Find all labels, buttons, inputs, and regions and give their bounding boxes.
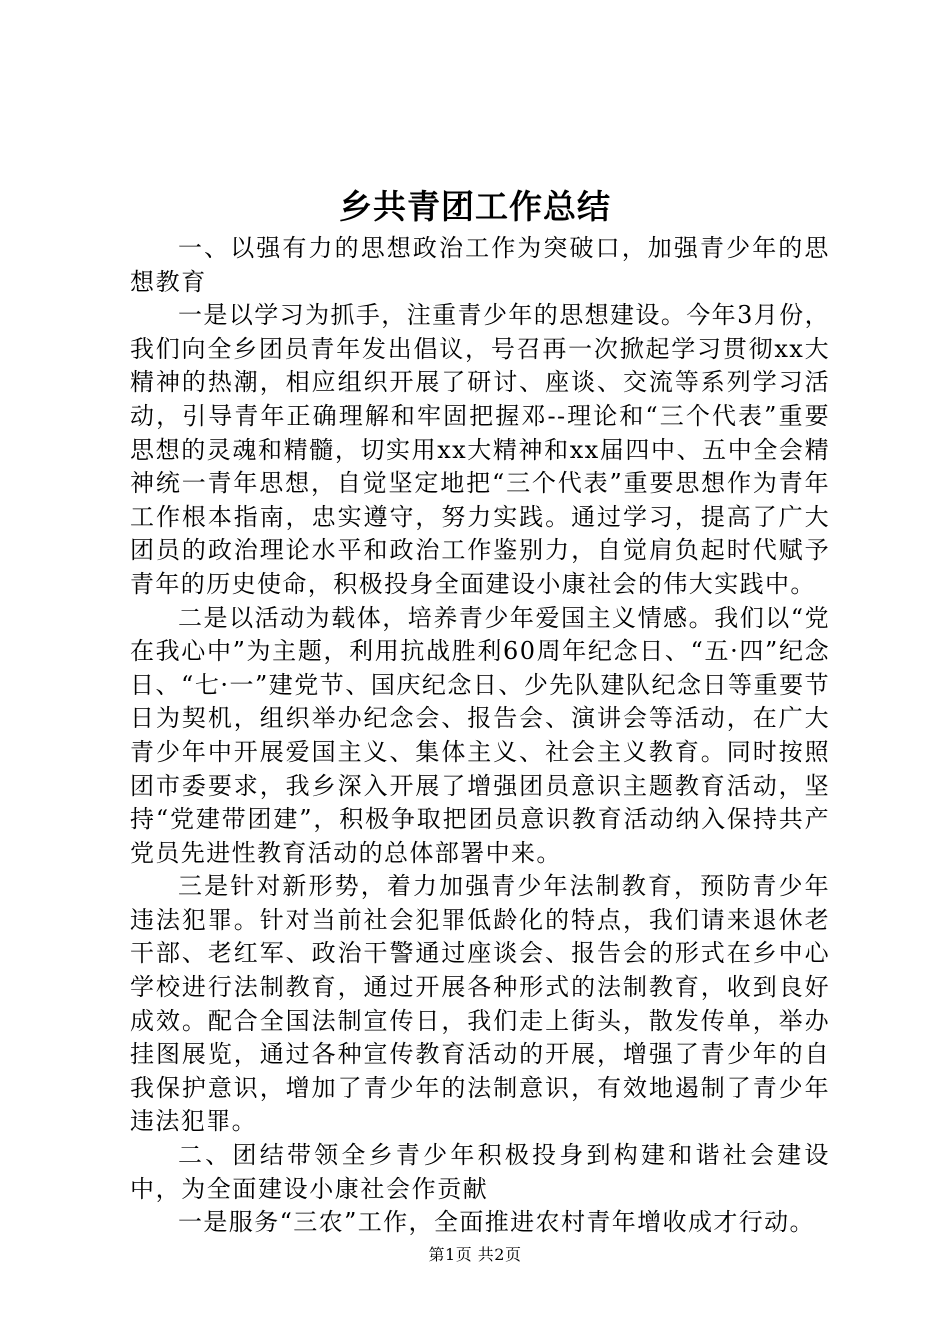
section-heading-1: 一、以强有力的思想政治工作为突破口，加强青少年的思想教育 — [130, 234, 830, 296]
page-number-footer: 第1页 共2页 — [428, 1245, 522, 1264]
document-body — [130, 232, 830, 1240]
paragraph-legal-education: 三是针对新形势，着力加强青少年法制教育，预防青少年违法犯罪。针对当前社会犯罪低龄化的特点，我们请来退休老干部、老红军、政治干警通过座谈会、报告会的形式在乡中心学校进行法制教育，通过开展各种形式的法制教育，收到良好成效。配合全国法制宣传日，我们走上街头，散发传单，举办挂图展览，通过各种宣传教育活动的开展，增强了青少年的自我保护意识，增加了青少年的法制意识，有效地遏制了青少年违法犯罪。 — [130, 872, 830, 1136]
paragraph-activities: 二是以活动为载体，培养青少年爱国主义情感。我们以“党在我心中”为主题，利用抗战胜利60周年纪念日、“五·四”纪念日、“七·一”建党节、国庆纪念日、少先队建队纪念日等重要节日为契机，组织举办纪念会、报告会、演讲会等活动，在广大青少年中开展爱国主义、集体主义、社会主义教育。同时按照团市委要求，我乡深入开展了增强团员意识主题教育活动，坚持“党建带团建”，积极争取把团员意识教育活动纳入保持共产党员先进性教育活动的总体部署中来。 — [130, 603, 830, 867]
paragraph-three-rural: 一是服务“三农”工作，全面推进农村青年增收成才行动。 — [178, 1208, 815, 1237]
document-title: 乡共青团工作总结 — [339, 187, 611, 226]
section-heading-2: 二、团结带领全乡青少年积极投身到构建和谐社会建设中，为全面建设小康社会作贡献 — [130, 1141, 830, 1203]
paragraph-study: 一是以学习为抓手，注重青少年的思想建设。今年3月份，我们向全乡团员青年发出倡议，号召再一次掀起学习贯彻xx大精神的热潮，相应组织开展了研讨、座谈、交流等系列学习活动，引导青年正确理解和牢固把握邓--理论和“三个代表”重要思想的灵魂和精髓，切实用xx大精神和xx届四中、五中全会精神统一青年思想，自觉坚定地把“三个代表”重要思想作为青年工作根本指南，忠实遵守，努力实践。通过学习，提高了广大团员的政治理论水平和政治工作鉴别力，自觉肩负起时代赋予青年的历史使命，积极投身全面建设小康社会的伟大实践中。 — [130, 301, 830, 598]
